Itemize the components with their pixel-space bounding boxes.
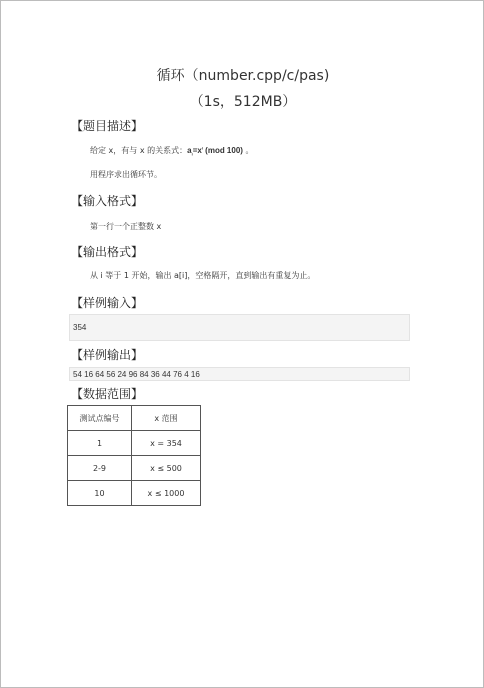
output-format-heading: 【输出格式】 [71,245,144,259]
sample-input-heading: 【样例输入】 [71,296,144,310]
table-cell: x ≤ 500 [132,456,201,481]
table-cell: 1 [68,431,132,456]
table-row [68,431,201,456]
table-cell: 2-9 [68,456,132,481]
formula-superscript: i [201,145,203,151]
table-header-cell: 测试点编号 [68,406,132,431]
formula-subscript: i [191,151,193,157]
description-line-2: 用程序求出循环节。 [90,170,162,179]
table-cell: 10 [68,481,132,506]
table-header-cell: x 范围 [132,406,201,431]
output-format-text: 从 i 等于 1 开始，输出 a[i]，空格隔开，直到输出有重复为止。 [90,271,316,280]
table-row [68,481,201,506]
problem-limits: （1s，512MB） [189,94,297,110]
data-range-table [67,405,201,506]
formula-equals: =x [192,146,202,155]
description-heading: 【题目描述】 [71,119,144,133]
recurrence-formula [187,146,243,155]
description-prefix: 给定 x，有与 x 的关系式： [90,146,188,155]
table-header-row [68,406,201,431]
input-format-heading: 【输入格式】 [71,194,144,208]
description-line-1 [90,145,254,157]
sample-output-box: 54 16 64 56 24 96 84 36 44 76 4 16 [69,367,410,381]
data-range-heading: 【数据范围】 [71,387,144,401]
formula-a: a [187,146,192,155]
description-suffix: 。 [242,146,254,155]
table-row [68,456,201,481]
problem-title: 循环（number.cpp/c/pas) [156,68,330,84]
sample-output-heading: 【样例输出】 [71,348,144,362]
input-format-text: 第一行一个正整数 x [90,222,162,231]
table-cell: x = 354 [132,431,201,456]
table-cell: x ≤ 1000 [132,481,201,506]
sample-input-box: 354 [69,314,410,341]
formula-mod: (mod 100) [202,146,243,155]
